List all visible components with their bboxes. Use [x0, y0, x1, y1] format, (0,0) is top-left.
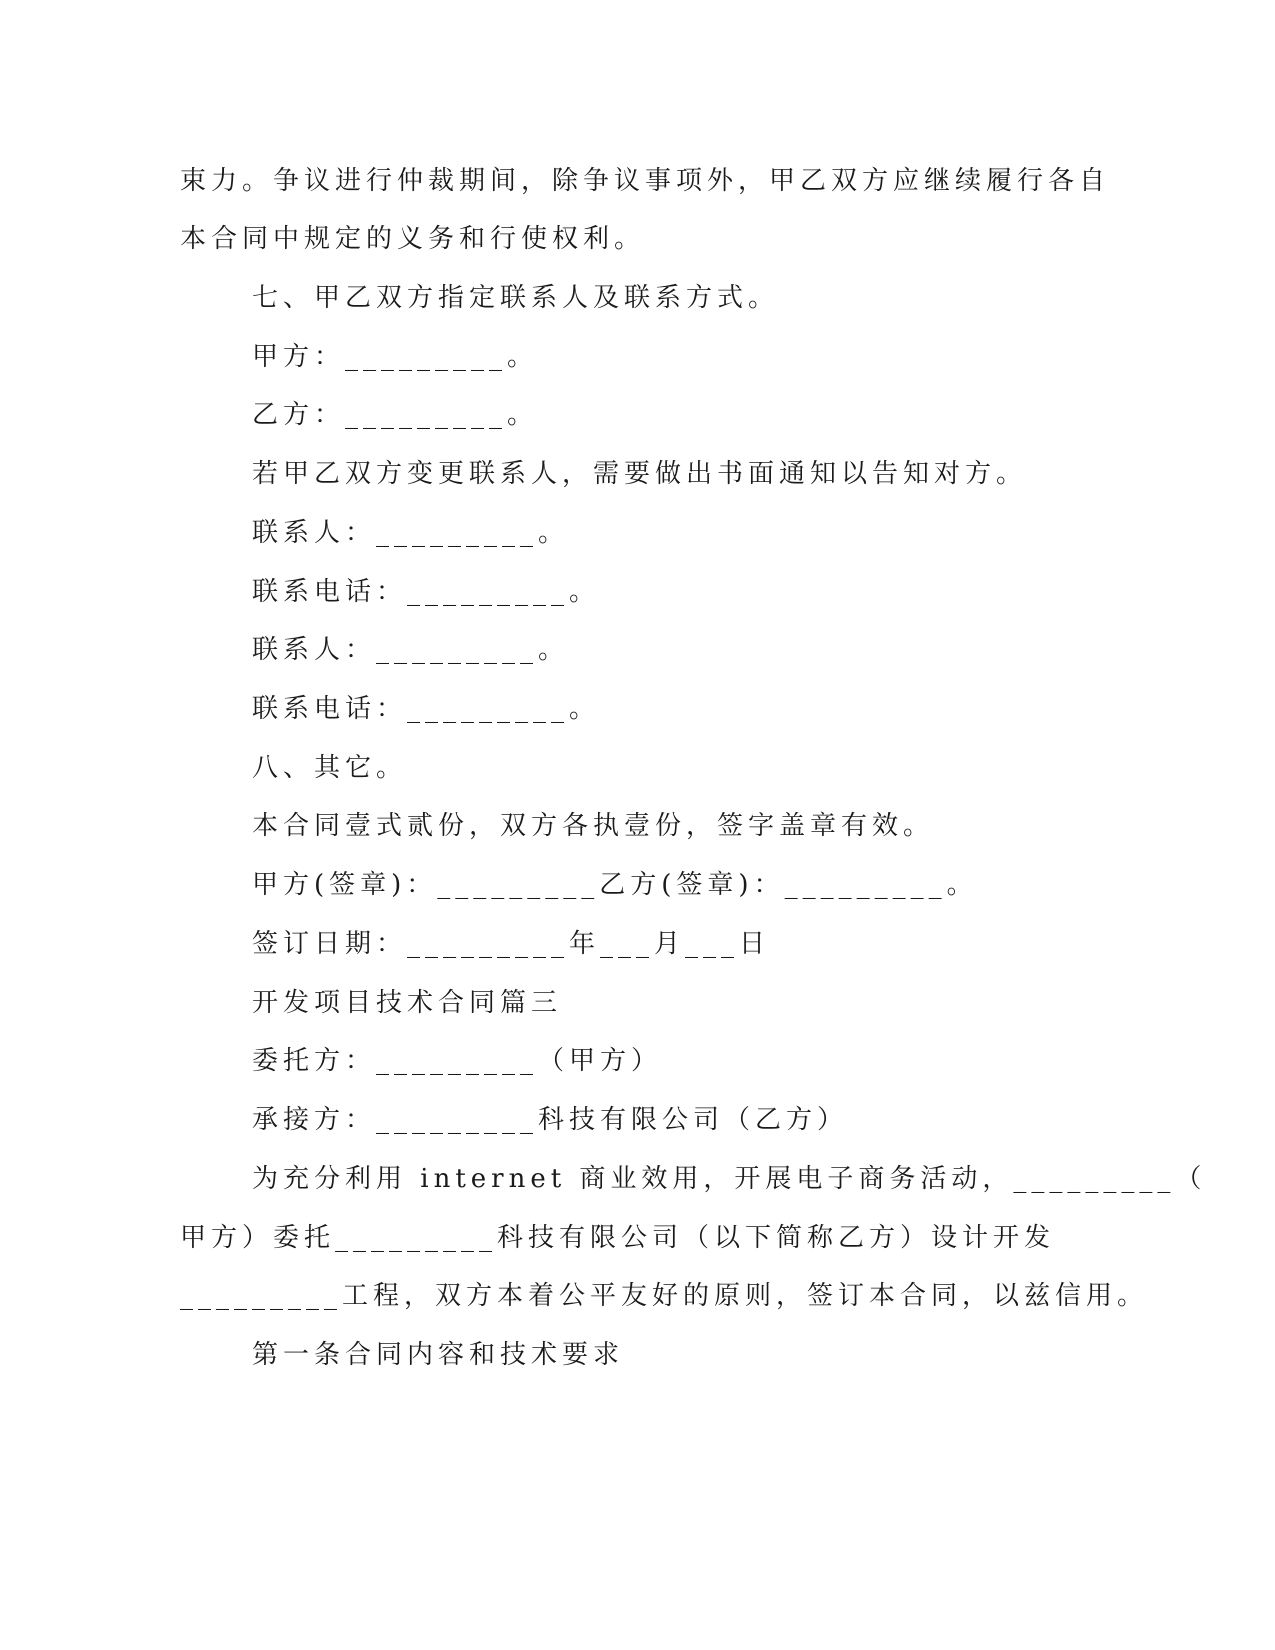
paragraph-line: 本合同壹式贰份，双方各执壹份，签字盖章有效。 — [252, 811, 935, 841]
paragraph-line: 为充分利用 internet 商业效用，开展电子商务活动，_________（ — [252, 1164, 1207, 1194]
contact-phone-line: 联系电话：_________。 — [252, 694, 601, 724]
paragraph-line: 本合同中规定的义务和行使权利。 — [180, 224, 646, 254]
paragraph-line: _________工程，双方本着公平友好的原则，签订本合同，以兹信用。 — [180, 1281, 1149, 1311]
paragraph-line: 若甲乙双方变更联系人，需要做出书面通知以告知对方。 — [252, 459, 1028, 489]
contact-person-line: 联系人：_________。 — [252, 518, 570, 548]
party-a-contact-line: 甲方：_________。 — [252, 342, 539, 372]
contact-phone-line: 联系电话：_________。 — [252, 577, 601, 607]
section-heading-8: 八、其它。 — [252, 753, 408, 783]
client-line: 委托方：_________（甲方） — [252, 1046, 663, 1076]
contractor-line: 承接方：_________科技有限公司（乙方） — [252, 1105, 849, 1135]
contact-person-line: 联系人：_________。 — [252, 635, 570, 665]
paragraph-line: 甲方）委托_________科技有限公司（以下简称乙方）设计开发 — [180, 1223, 1056, 1253]
party-b-contact-line: 乙方：_________。 — [252, 400, 539, 430]
signing-date-line: 签订日期：_________年___月___日 — [252, 929, 771, 959]
paragraph-line: 束力。争议进行仲裁期间，除争议事项外，甲乙双方应继续履行各自 — [180, 166, 1111, 196]
article-heading: 第一条合同内容和技术要求 — [252, 1340, 625, 1370]
section-title: 开发项目技术合同篇三 — [252, 988, 563, 1018]
signature-line: 甲方(签章)：_________乙方(签章)：_________。 — [252, 870, 978, 900]
section-heading-7: 七、甲乙双方指定联系人及联系方式。 — [252, 283, 780, 313]
